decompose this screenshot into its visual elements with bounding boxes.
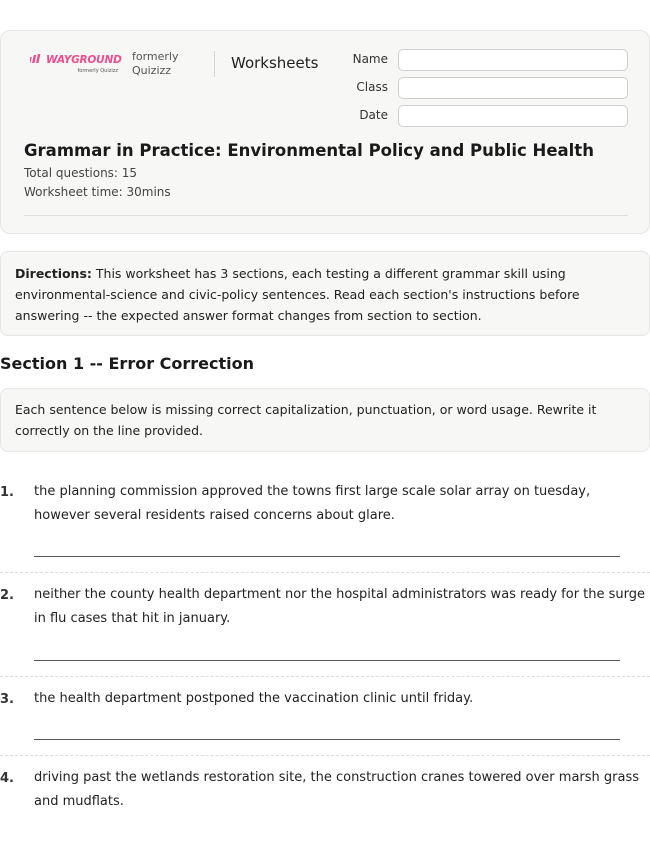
name-label: Name xyxy=(352,52,388,66)
worksheet-title: Grammar in Practice: Environmental Policy and Public Health xyxy=(24,141,594,160)
question-1-number: 1. xyxy=(0,485,14,500)
question-3-answer-line[interactable] xyxy=(34,739,620,740)
directions-text: This worksheet has 3 sections, each testing a different grammar skill using environmental-science and civic-policy sentences. Read each section's instructions before answering -- the expected answer format changes from section to section. xyxy=(15,266,580,323)
directions-box xyxy=(0,251,650,336)
question-1-answer-line[interactable] xyxy=(34,556,620,557)
question-2-number: 2. xyxy=(0,588,14,603)
wayground-logo xyxy=(30,54,122,74)
question-2-answer-line[interactable] xyxy=(34,660,620,661)
question-3-number: 3. xyxy=(0,692,14,707)
class-field[interactable] xyxy=(398,77,628,99)
name-field[interactable] xyxy=(398,49,628,71)
section-1-instructions: Each sentence below is missing correct capitalization, punctuation, or word usage. Rewrite it correctly on the line provided. xyxy=(0,388,650,452)
date-label: Date xyxy=(359,108,388,122)
question-2-text: neither the county health department nor the hospital administrators was ready for the surge in flu cases that hit in january. xyxy=(34,587,646,626)
class-label: Class xyxy=(356,80,388,94)
header-rule xyxy=(24,215,628,216)
worksheet-header xyxy=(0,30,650,234)
question-4-text: driving past the wetlands restoration site, the construction cranes towered over marsh grass and mudflats. xyxy=(34,770,640,809)
wayground-logo-icon xyxy=(30,54,44,66)
question-3-text: the health department postponed the vaccination clinic until friday. xyxy=(34,691,474,706)
logo-subtext: formerly Quizizz xyxy=(77,68,118,74)
question-1-text: the planning commission approved the towns first large scale solar array on tuesday, however several residents raised concerns about glare. xyxy=(34,484,591,523)
worksheet-time: Worksheet time: 30mins xyxy=(24,185,171,199)
total-questions: Total questions: 15 xyxy=(24,166,138,180)
date-field[interactable] xyxy=(398,105,628,127)
question-separator xyxy=(0,676,650,677)
header-divider xyxy=(214,51,215,77)
question-4-number: 4. xyxy=(0,771,14,786)
formerly-quizizz-text: formerly Quizizz xyxy=(132,50,179,77)
question-separator xyxy=(0,755,650,756)
worksheets-label: Worksheets xyxy=(231,54,319,72)
question-separator xyxy=(0,572,650,573)
logo-wordmark: WAYGROUND xyxy=(46,54,122,66)
section-1-title: Section 1 -- Error Correction xyxy=(0,354,255,373)
directions-label: Directions: xyxy=(15,266,92,281)
